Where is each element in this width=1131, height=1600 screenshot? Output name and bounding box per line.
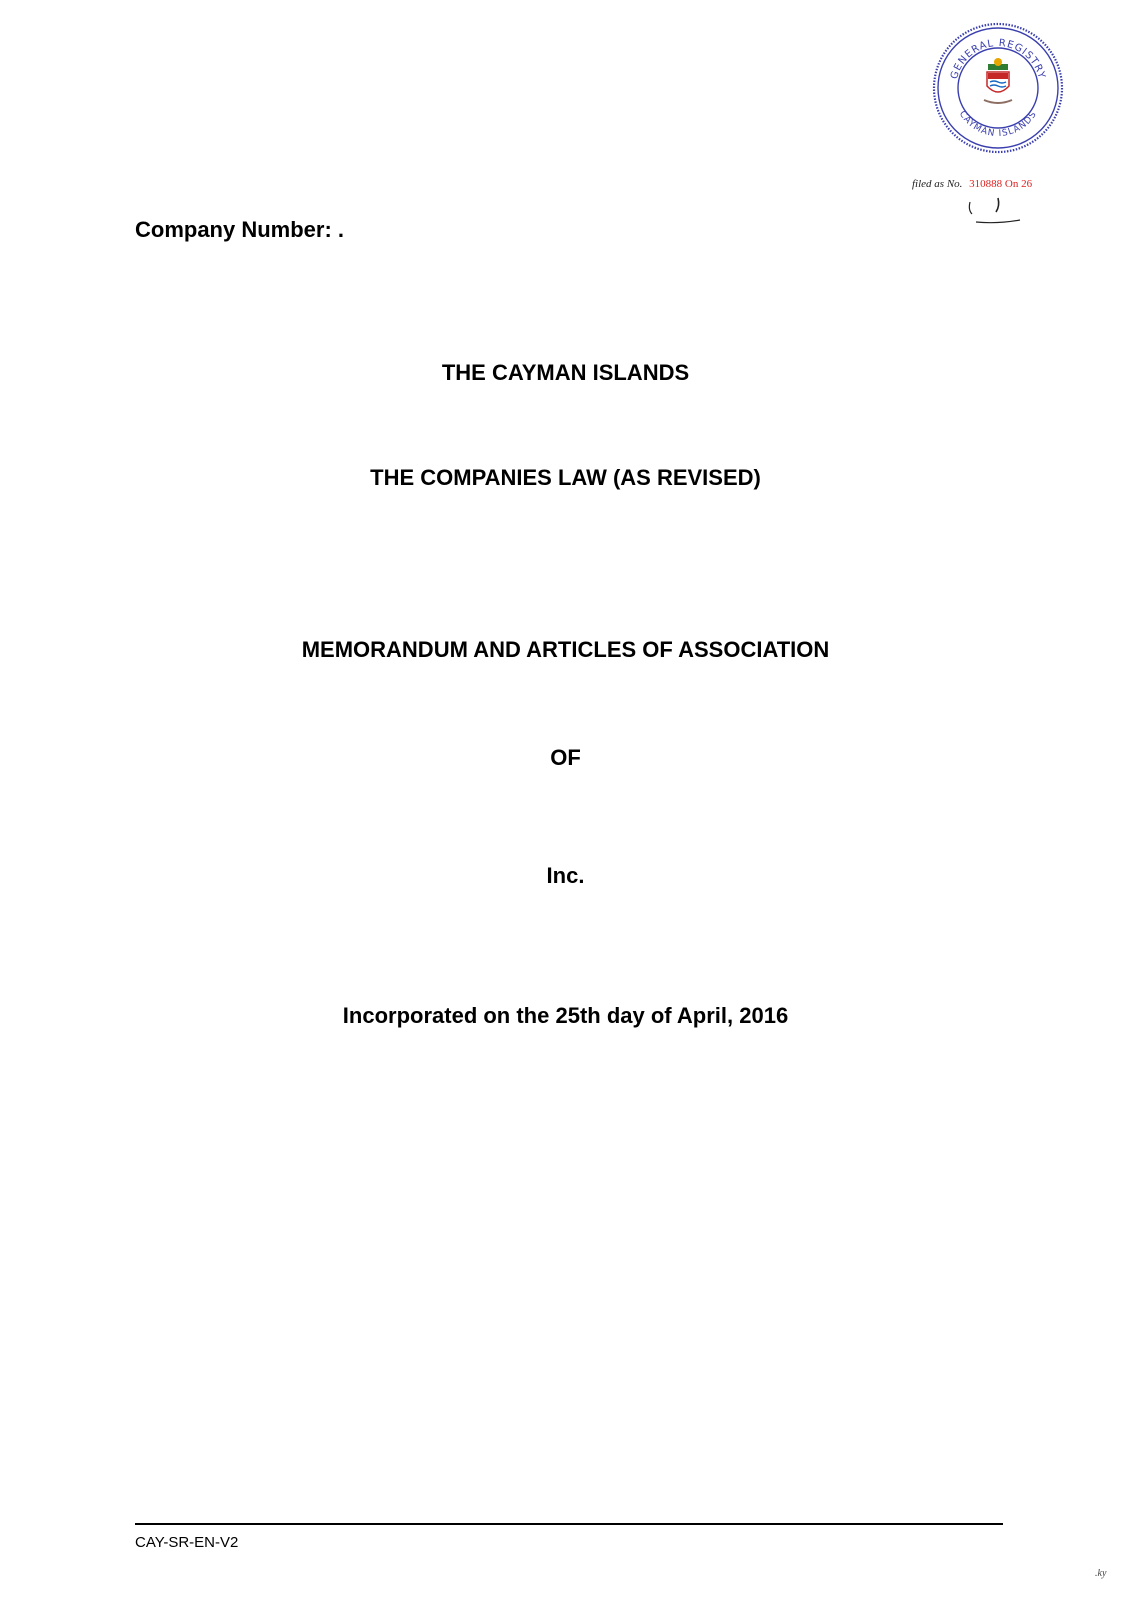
company-number: Company Number: . <box>135 217 345 242</box>
seal-bottom-text: CAYMAN ISLANDS <box>956 109 1040 140</box>
general-registry-seal <box>930 20 1066 156</box>
registrar-signature <box>968 188 1048 248</box>
law-heading: THE COMPANIES LAW (AS REVISED) <box>370 465 761 490</box>
filed-label: filed as No. <box>912 178 963 190</box>
footer-code: CAY-SR-EN-V2 <box>135 1534 239 1551</box>
coat-of-arms-icon <box>984 58 1012 103</box>
svg-text:CAYMAN ISLANDS <box>957 109 1039 139</box>
of-connector: OF <box>550 745 581 770</box>
corner-mark: .ky <box>1095 1568 1107 1579</box>
filed-number: 310888 On 26 <box>969 178 1033 190</box>
document-title: MEMORANDUM AND ARTICLES OF ASSOCIATION <box>301 637 830 662</box>
company-name: Inc. <box>546 863 585 888</box>
incorporation-date: Incorporated on the 25th day of April, 2016 <box>342 1003 789 1028</box>
footer-divider <box>135 1523 1003 1525</box>
seal-top-text: GENERAL REGISTRY <box>948 37 1047 81</box>
jurisdiction-heading: THE CAYMAN ISLANDS <box>441 360 690 385</box>
